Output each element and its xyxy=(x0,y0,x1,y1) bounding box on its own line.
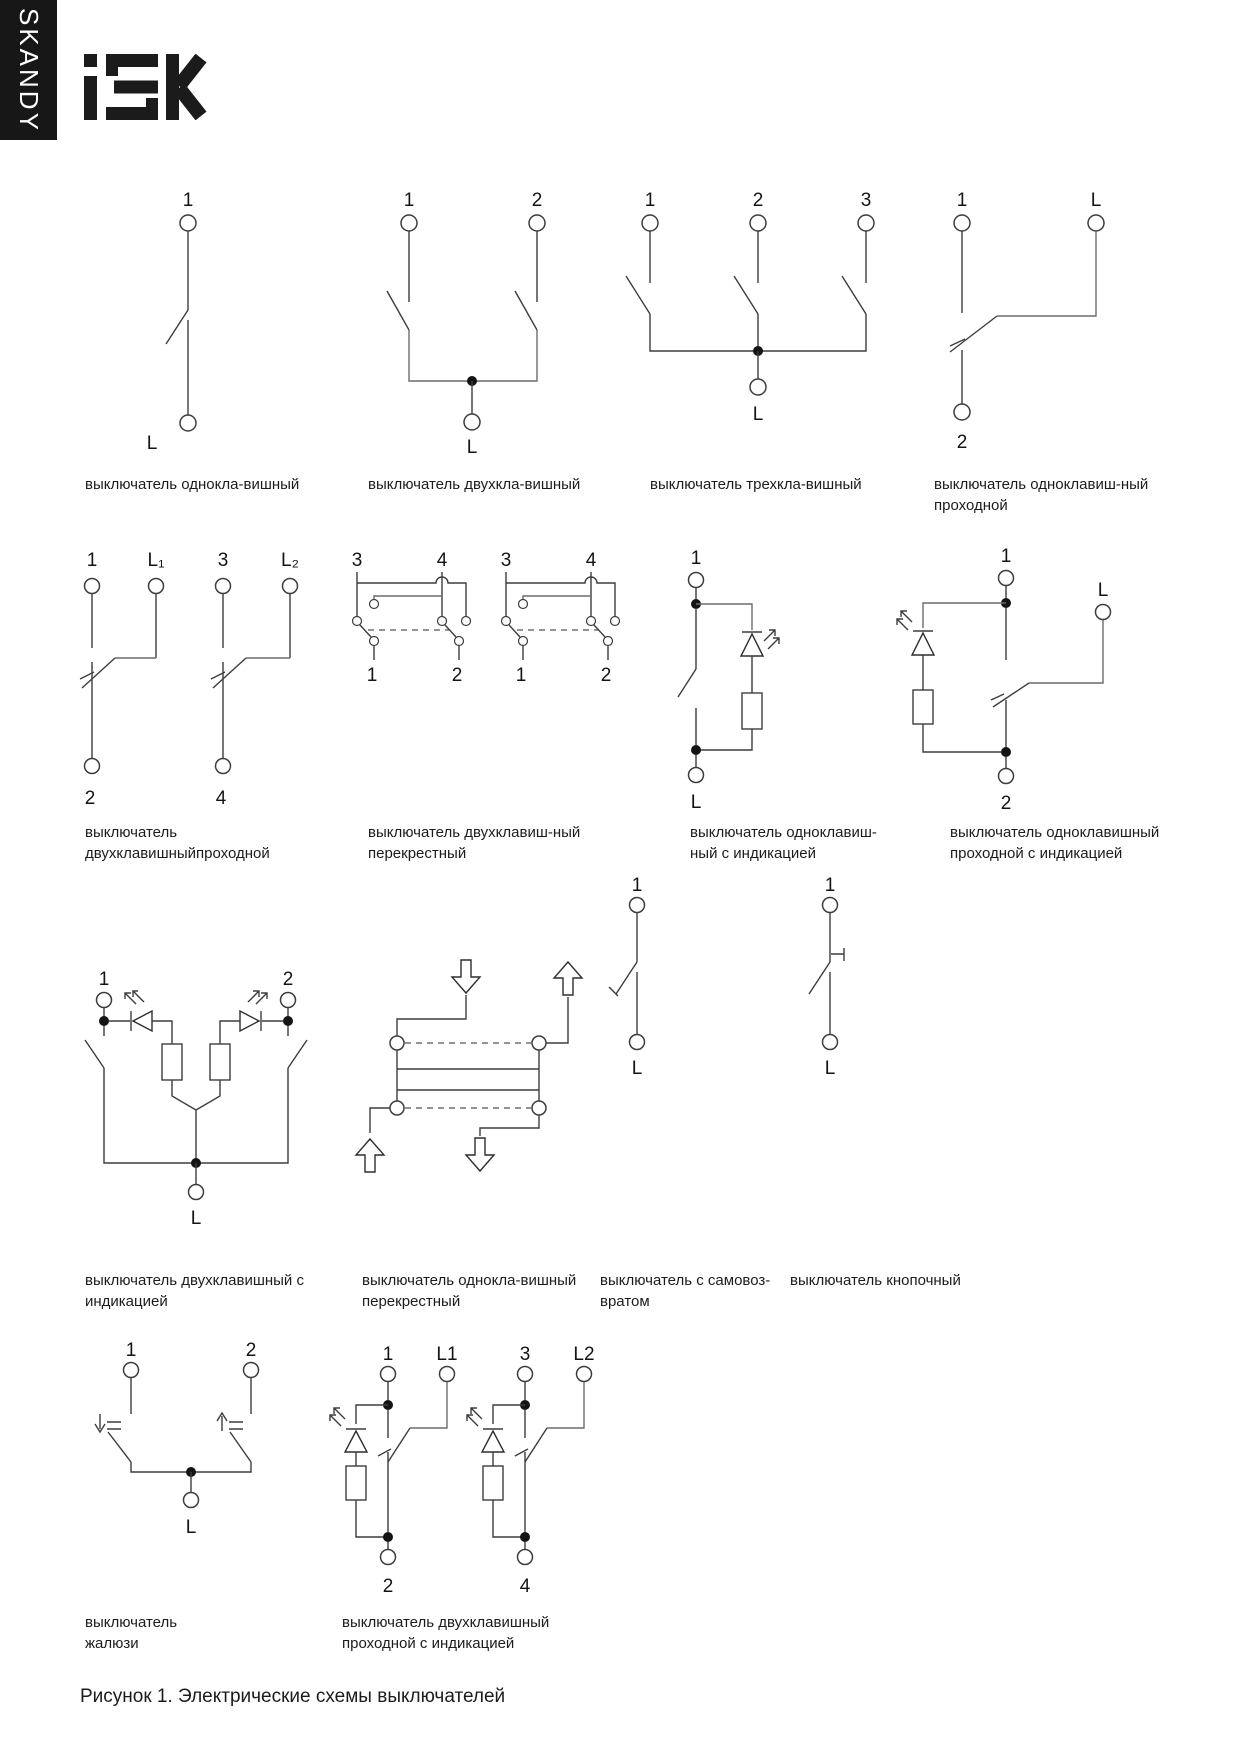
led-icon xyxy=(467,1408,504,1452)
wire xyxy=(92,662,223,758)
cross-branch xyxy=(523,596,591,600)
wire xyxy=(172,1080,220,1163)
diagram-caption xyxy=(362,1270,576,1312)
caption-line: проходной xyxy=(934,497,1008,514)
arrow-down-icon xyxy=(452,960,480,993)
terminal-label: 1 xyxy=(403,190,415,211)
caption-line: ный с индикацией xyxy=(690,845,816,862)
terminal-label: 2 xyxy=(1000,793,1012,814)
led-icon xyxy=(897,611,934,655)
diagram-caption xyxy=(950,822,1159,864)
contact-circle xyxy=(587,617,596,626)
terminal-circle xyxy=(216,759,231,774)
caption-line: жалюзи xyxy=(85,1635,139,1652)
arrow-up-icon xyxy=(356,1139,384,1172)
terminal-label: 3 xyxy=(217,550,229,571)
schematic-one-gang xyxy=(100,170,280,460)
terminal-circle xyxy=(630,1035,645,1050)
terminal-circle xyxy=(85,759,100,774)
schematic-one-gang-intermediate xyxy=(345,945,595,1185)
terminal-label: L xyxy=(466,437,478,458)
wire xyxy=(92,594,290,658)
junction-dot xyxy=(520,1532,530,1542)
caption-line: выключатель xyxy=(85,1614,178,1631)
terminal-circle xyxy=(244,1363,259,1378)
caption-line: перекрестный xyxy=(368,845,467,862)
schematic-two-gang-indicator xyxy=(65,965,325,1235)
contact-tick xyxy=(80,672,225,679)
terminal-circle xyxy=(689,573,704,588)
caption-line: индикацией xyxy=(85,1293,168,1310)
diagram-caption xyxy=(650,474,862,495)
diagram-caption xyxy=(934,474,1148,516)
terminal-label: 2 xyxy=(752,190,764,211)
terminal-label: L1 xyxy=(436,1344,458,1365)
terminal-label: 3 xyxy=(351,550,363,571)
contact-circle xyxy=(519,637,528,646)
caption-line: двухклавишныйпроходной xyxy=(85,845,270,862)
switch-blade xyxy=(525,1428,547,1462)
contact-circle xyxy=(370,637,379,646)
terminal-label: 3 xyxy=(500,550,512,571)
contact-circle xyxy=(390,1101,404,1115)
wire xyxy=(997,231,1096,316)
diagram-caption xyxy=(790,1270,961,1291)
wire xyxy=(523,646,608,660)
terminal-label: 1 xyxy=(366,665,378,686)
resistor xyxy=(742,693,762,729)
terminal-label: L xyxy=(631,1058,643,1079)
terminal-label: L₁ xyxy=(147,550,165,571)
contact-circle xyxy=(532,1101,546,1115)
terminal-label: L xyxy=(1090,190,1102,211)
terminal-label: 1 xyxy=(182,190,194,211)
caption-line: выключатель однокла-вишный xyxy=(362,1272,577,1289)
caption-line: выключатель двухкла-вишный xyxy=(368,476,581,493)
terminal-label: 2 xyxy=(451,665,463,686)
led-icon xyxy=(109,991,152,1031)
terminal-circle xyxy=(281,993,296,1008)
wire xyxy=(506,572,591,616)
caption-line: выключатель одноклавиш- xyxy=(690,824,877,841)
terminal-label: 1 xyxy=(382,1344,394,1365)
terminal-circle xyxy=(823,898,838,913)
wire xyxy=(546,997,568,1043)
terminal-circle xyxy=(999,769,1014,784)
arrow-up-icon xyxy=(554,962,582,995)
terminal-label: 1 xyxy=(631,875,643,896)
momentary-up-actuator xyxy=(217,1413,243,1431)
terminal-label: 4 xyxy=(585,550,597,571)
terminal-label: L xyxy=(185,1517,197,1538)
schematic-two-gang-two-way xyxy=(60,548,320,818)
diagram-caption xyxy=(368,822,580,864)
switch-blade xyxy=(82,658,246,688)
terminal-circle xyxy=(1088,215,1104,231)
wire xyxy=(650,231,866,283)
terminal-circle xyxy=(283,579,298,594)
terminal-label: 1 xyxy=(515,665,527,686)
terminal-label: 4 xyxy=(519,1576,531,1597)
terminal-circle xyxy=(216,579,231,594)
contact-circle xyxy=(532,1036,546,1050)
terminal-label: 1 xyxy=(1000,548,1012,567)
wire xyxy=(152,1021,240,1044)
push-actuator xyxy=(831,948,844,961)
terminal-circle xyxy=(689,768,704,783)
wire xyxy=(370,1108,390,1133)
wire xyxy=(409,330,537,381)
terminal-circle xyxy=(440,1367,455,1382)
terminal-label: 2 xyxy=(84,788,96,809)
caption-line: проходной с индикацией xyxy=(342,1635,515,1652)
terminal-label: 1 xyxy=(644,190,656,211)
terminal-label: 1 xyxy=(690,548,702,569)
wire xyxy=(1029,620,1103,683)
terminal-circle xyxy=(97,993,112,1008)
switch-blade xyxy=(230,1432,251,1462)
wire xyxy=(374,646,459,660)
wire xyxy=(493,1405,525,1424)
terminal-label: 3 xyxy=(519,1344,531,1365)
terminal-circle xyxy=(124,1363,139,1378)
switch-blade xyxy=(166,310,188,344)
contact-circle xyxy=(604,637,613,646)
terminal-circle xyxy=(529,215,545,231)
brand-text: SKANDY xyxy=(14,7,44,133)
terminal-circle xyxy=(954,404,970,420)
junction-dot xyxy=(383,1532,393,1542)
led-icon xyxy=(240,991,283,1031)
terminal-label: 2 xyxy=(382,1576,394,1597)
momentary-down-actuator xyxy=(95,1414,121,1432)
terminal-label: L xyxy=(690,792,702,813)
diagram-caption xyxy=(600,1270,770,1312)
caption-line: выключатель xyxy=(85,824,178,841)
diagram-caption xyxy=(342,1612,549,1654)
contact-circle xyxy=(353,617,362,626)
terminal-circle xyxy=(750,379,766,395)
diagram-caption xyxy=(690,822,877,864)
junction-dot xyxy=(99,1016,109,1026)
diagram-caption xyxy=(368,474,580,495)
caption-line: выключатель трехкла-вишный xyxy=(650,476,862,493)
terminal-circle xyxy=(750,215,766,231)
arrow-down-icon xyxy=(466,1138,494,1171)
schematic-self-return xyxy=(585,865,705,1085)
terminal-circle xyxy=(518,1550,533,1565)
iek-logo-icon xyxy=(84,54,208,120)
terminal-circle xyxy=(149,579,164,594)
wire xyxy=(493,1500,525,1537)
terminal-label: L xyxy=(190,1208,202,1229)
terminal-label: 1 xyxy=(98,969,110,990)
terminal-label: 4 xyxy=(436,550,448,571)
terminal-circle xyxy=(858,215,874,231)
wire xyxy=(696,604,752,630)
schematic-push-button xyxy=(775,865,895,1085)
switch-blade xyxy=(108,1432,131,1462)
brand-banner xyxy=(0,0,57,140)
terminal-label: 2 xyxy=(282,969,294,990)
wire xyxy=(923,603,1006,628)
schematic-one-gang-indicator xyxy=(640,548,790,818)
spring-return-tick xyxy=(609,987,618,996)
schematic-one-gang-two-way xyxy=(900,170,1130,470)
wire xyxy=(410,1382,447,1428)
switch-blade xyxy=(993,683,1029,707)
wire xyxy=(357,572,442,616)
switch-blade xyxy=(509,625,605,637)
contact-circle xyxy=(519,600,528,609)
terminal-circle xyxy=(189,1185,204,1200)
resistor xyxy=(913,690,933,724)
led-icon xyxy=(330,1408,367,1452)
schematic-two-gang-two-way-indicator xyxy=(305,1335,615,1610)
schematic-blinds xyxy=(70,1335,300,1550)
caption-line: выключатель с самовоз- xyxy=(600,1272,771,1289)
resistor xyxy=(483,1466,503,1500)
switch-blade xyxy=(950,316,997,352)
caption-line: выключатель двухклавишный с xyxy=(85,1272,304,1289)
arrow-down-icon xyxy=(95,1414,105,1432)
wire xyxy=(650,314,866,351)
terminal-circle xyxy=(630,898,645,913)
schematic-two-gang-intermediate xyxy=(335,548,635,693)
terminal-label: 2 xyxy=(531,190,543,211)
resistor xyxy=(210,1044,230,1080)
junction-dot xyxy=(691,745,701,755)
terminal-label: 4 xyxy=(215,788,227,809)
diagram-caption xyxy=(85,1270,304,1312)
switch-blade xyxy=(616,962,637,994)
contact-circle xyxy=(390,1036,404,1050)
terminal-circle xyxy=(954,215,970,231)
switch-blade xyxy=(85,1040,307,1068)
terminal-label: 1 xyxy=(125,1340,137,1361)
terminal-label: L xyxy=(1097,580,1109,601)
contact-circle xyxy=(438,617,447,626)
diagram-caption xyxy=(85,474,299,495)
terminal-circle xyxy=(180,415,196,431)
terminal-circle xyxy=(823,1035,838,1050)
terminal-label: 3 xyxy=(860,190,872,211)
wire xyxy=(356,1405,388,1424)
caption-line: выключатель одноклавишный xyxy=(950,824,1160,841)
terminal-label: L xyxy=(824,1058,836,1079)
wire xyxy=(923,724,1006,752)
caption-line: выключатель двухклавишный xyxy=(342,1614,550,1631)
wire xyxy=(696,729,752,750)
wire xyxy=(547,1382,584,1428)
caption-line: перекрестный xyxy=(362,1293,461,1310)
contact-circle xyxy=(370,600,379,609)
caption-line: проходной с индикацией xyxy=(950,845,1123,862)
terminal-circle xyxy=(381,1550,396,1565)
terminal-circle xyxy=(999,571,1014,586)
diagram-caption xyxy=(85,822,270,864)
wire xyxy=(397,1050,539,1101)
contact-tick xyxy=(991,694,1004,700)
caption-line: выключатель однокла-вишный xyxy=(85,476,300,493)
cross-branch xyxy=(374,596,442,600)
wire xyxy=(409,231,537,302)
terminal-circle xyxy=(577,1367,592,1382)
terminal-circle xyxy=(381,1367,396,1382)
schematic-one-gang-two-way-indicator xyxy=(880,548,1125,820)
wire xyxy=(131,1378,251,1414)
terminal-label: L xyxy=(752,404,764,425)
switch-blade xyxy=(388,1428,410,1462)
switch-blade xyxy=(360,625,456,637)
terminal-label: 2 xyxy=(245,1340,257,1361)
terminal-label: L xyxy=(146,433,158,454)
terminal-label: 1 xyxy=(86,550,98,571)
figure-caption: Рисунок 1. Электрические схемы выключателей xyxy=(80,1686,506,1707)
switch-blade xyxy=(678,669,696,697)
wire xyxy=(397,995,466,1036)
terminal-label: 2 xyxy=(600,665,612,686)
contact-circle xyxy=(462,617,471,626)
contact-circle xyxy=(455,637,464,646)
terminal-circle xyxy=(642,215,658,231)
switch-blade xyxy=(626,276,866,314)
caption-line: выключатель двухклавиш-ный xyxy=(368,824,581,841)
switch-blade xyxy=(809,962,830,994)
terminal-label: 2 xyxy=(956,432,968,453)
terminal-label: 1 xyxy=(824,875,836,896)
caption-line: выключатель кнопочный xyxy=(790,1272,961,1289)
junction-dot xyxy=(1001,747,1011,757)
terminal-circle xyxy=(184,1493,199,1508)
schematic-two-gang xyxy=(330,170,560,470)
led-icon xyxy=(741,630,779,656)
terminal-circle xyxy=(464,414,480,430)
caption-line: вратом xyxy=(600,1293,650,1310)
terminal-circle xyxy=(518,1367,533,1382)
diagram-caption xyxy=(85,1612,177,1654)
contact-circle xyxy=(611,617,620,626)
caption-line: выключатель одноклавиш-ный xyxy=(934,476,1149,493)
terminal-label: L₂ xyxy=(281,550,299,571)
arrow-up-icon xyxy=(217,1413,227,1431)
junction-dot xyxy=(283,1016,293,1026)
terminal-circle xyxy=(401,215,417,231)
terminal-label: L2 xyxy=(573,1344,595,1365)
resistor xyxy=(346,1466,366,1500)
wire xyxy=(356,1500,388,1537)
resistor xyxy=(162,1044,182,1080)
schematic-three-gang xyxy=(585,170,885,435)
terminal-label: 1 xyxy=(956,190,968,211)
wire xyxy=(480,1115,539,1136)
terminal-circle xyxy=(1096,605,1111,620)
contact-tick xyxy=(515,1449,528,1456)
terminal-circle xyxy=(180,215,196,231)
contact-tick xyxy=(378,1449,391,1456)
terminal-circle xyxy=(85,579,100,594)
contact-circle xyxy=(502,617,511,626)
